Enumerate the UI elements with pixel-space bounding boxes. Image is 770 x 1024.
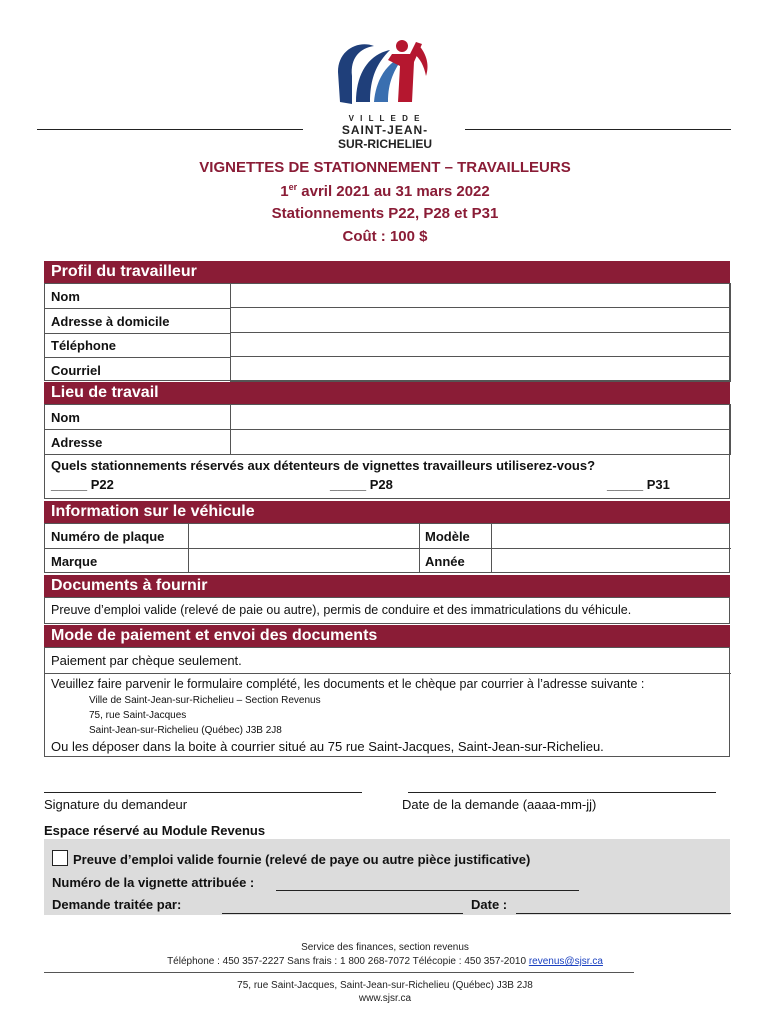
form-parkings: Stationnements P22, P28 et P31 — [271, 205, 499, 222]
paiement-address-1: Ville de Saint-Jean-sur-Richelieu – Section Revenus — [89, 695, 321, 706]
modele-input[interactable] — [492, 524, 730, 548]
form-title: VIGNETTES DE STATIONNEMENT – TRAVAILLEURS — [199, 159, 571, 176]
profil-courriel-label: Courriel — [51, 363, 101, 378]
option-p31[interactable]: _____ P31 — [607, 477, 670, 492]
date-demande-line[interactable] — [408, 792, 716, 793]
vehicule-table — [44, 523, 730, 573]
signature-line[interactable] — [44, 792, 362, 793]
lieu-adresse-input[interactable] — [230, 429, 731, 455]
section-lieu-heading: Lieu de travail — [44, 382, 730, 404]
profil-table — [44, 283, 730, 381]
lieu-question: Quels stationnements réservés aux détenteurs de vignettes travailleurs utiliserez-vous? — [51, 458, 596, 473]
footer-address: 75, rue Saint-Jacques, Saint-Jean-sur-Richelieu (Québec) J3B 2J8 — [237, 980, 533, 991]
profil-adresse-input[interactable] — [230, 307, 731, 333]
lieu-nom-input[interactable] — [230, 404, 731, 430]
marque-label: Marque — [51, 554, 98, 569]
option-p28[interactable]: _____ P28 — [330, 477, 393, 492]
footer-contact — [0, 956, 770, 967]
lieu-nom-label: Nom — [51, 410, 80, 425]
vignette-line[interactable] — [276, 890, 579, 891]
marque-input[interactable] — [189, 549, 419, 573]
footer-phones: Téléphone : 450 357-2227 Sans frais : 1 800 268-7072 Télécopie : 450 357-2010 — [167, 956, 527, 967]
footer-website[interactable]: www.sjsr.ca — [358, 993, 412, 1004]
paiement-address-2: 75, rue Saint-Jacques — [89, 710, 187, 721]
annee-input[interactable] — [492, 549, 730, 573]
paiement-line3: Ou les déposer dans la boite à courrier situé au 75 rue Saint-Jacques, Saint-Jean-sur-Richelieu. — [51, 739, 604, 754]
modele-label: Modèle — [425, 529, 470, 544]
form-period — [0, 182, 770, 200]
logo-text-richelieu: SUR-RICHELIEU — [337, 137, 432, 151]
section-profil-heading: Profil du travailleur — [44, 261, 730, 283]
paiement-address-3: Saint-Jean-sur-Richelieu (Québec) J3B 2J8 — [89, 725, 282, 736]
traitee-line[interactable] — [222, 913, 463, 914]
date-demande-label: Date de la demande (aaaa-mm-jj) — [402, 797, 597, 812]
section-documents-heading: Documents à fournir — [44, 575, 730, 597]
annee-label: Année — [425, 554, 465, 569]
footer-rule — [44, 972, 634, 973]
section-vehicule-heading: Information sur le véhicule — [44, 501, 730, 523]
footer-email-link[interactable]: revenus@sjsr.ca — [528, 956, 603, 967]
profil-nom-label: Nom — [51, 289, 80, 304]
paiement-line1: Paiement par chèque seulement. — [51, 653, 242, 668]
period-rest: avril 2021 au 31 mars 2022 — [297, 183, 490, 200]
option-p22[interactable]: _____ P22 — [51, 477, 114, 492]
reserve-check-label: Preuve d’emploi valide fournie (relevé de paye ou autre pièce justificative) — [73, 852, 531, 867]
plaque-input[interactable] — [189, 524, 419, 548]
section-paiement-heading: Mode de paiement et envoi des documents — [44, 625, 730, 647]
profil-adresse-label: Adresse à domicile — [51, 314, 170, 329]
reserve-checkbox[interactable] — [52, 850, 68, 866]
reserve-date-label: Date : — [471, 897, 508, 912]
paiement-line2: Veuillez faire parvenir le formulaire complété, les documents et le chèque par courrier à l’adresse suivante : — [51, 677, 645, 691]
form-cost: Coût : 100 $ — [342, 228, 428, 245]
reserve-heading: Espace réservé au Module Revenus — [44, 823, 266, 838]
reserve-date-line[interactable] — [516, 913, 731, 914]
documents-box — [44, 597, 730, 624]
period-day: 1 — [280, 183, 289, 200]
paiement-box — [44, 647, 730, 757]
city-logo — [330, 32, 440, 110]
profil-telephone-label: Téléphone — [51, 338, 117, 353]
signature-label: Signature du demandeur — [44, 797, 188, 812]
profil-nom-input[interactable] — [230, 283, 731, 308]
period-sup: er — [288, 182, 298, 192]
city-logo-icon — [330, 32, 440, 110]
plaque-label: Numéro de plaque — [51, 529, 165, 544]
logo-text-saint-jean: SAINT-JEAN- — [341, 123, 429, 137]
profil-telephone-input[interactable] — [230, 332, 731, 357]
footer-service: Service des finances, section revenus — [301, 942, 469, 953]
lieu-table — [44, 404, 730, 499]
lieu-adresse-label: Adresse — [51, 435, 103, 450]
profil-courriel-input[interactable] — [230, 356, 731, 382]
logo-text-ville: V I L L E D E — [348, 114, 422, 123]
traitee-label: Demande traitée par: — [52, 897, 182, 912]
vignette-label: Numéro de la vignette attribuée : — [52, 875, 255, 890]
documents-text: Preuve d’emploi valide (relevé de paie ou autre), permis de conduire et des immatriculations du véhicule. — [51, 603, 632, 617]
